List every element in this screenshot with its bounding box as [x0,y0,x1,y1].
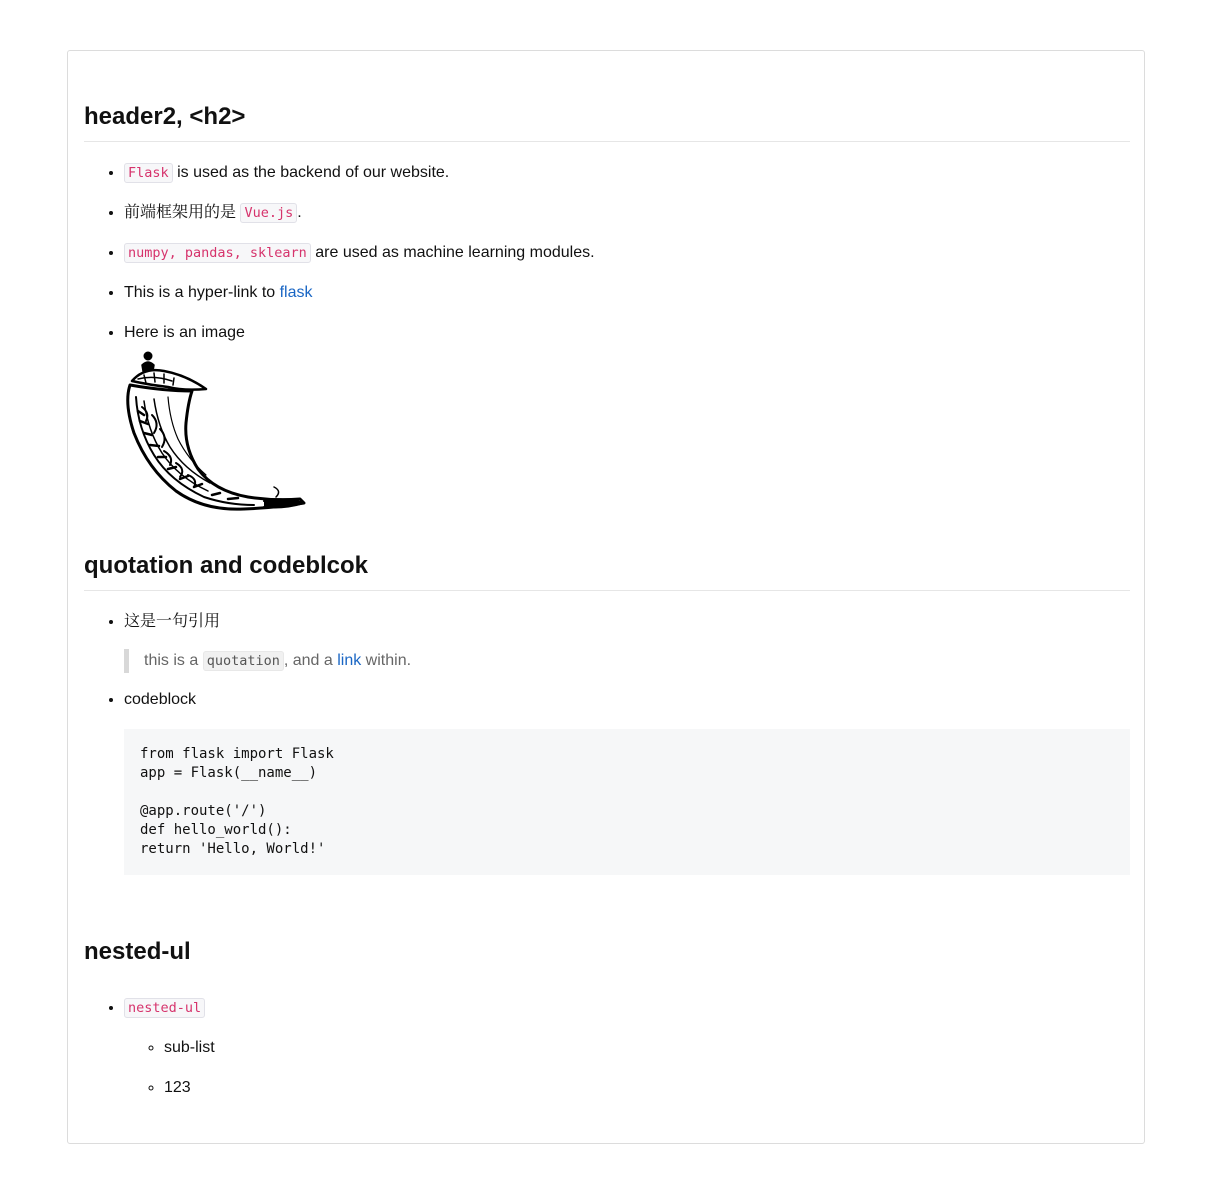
quote-list [84,612,1130,875]
list-item-flask [124,163,1130,183]
nested-list [84,998,1130,1098]
list-item-quote [124,612,1130,673]
list-item-text: 这是一句引用 [124,613,221,630]
inline-code-flask: Flask [124,163,173,183]
quote-text: , and a [283,652,338,669]
list-item-nested-ul [124,998,1130,1098]
feature-list [84,163,1130,516]
list-item-vue [124,203,1130,223]
flask-logo-image [124,351,309,516]
quote-link[interactable]: link [337,652,362,669]
list-item-text: This is a hyper-link to [124,284,280,301]
heading-nested-ul: nested-ul [84,938,191,965]
inline-code-ml-modules: numpy, pandas, sklearn [124,243,311,263]
flask-link[interactable]: flask [279,284,313,301]
list-item-codeblock [124,690,1130,875]
list-item-text: are used as machine learning modules. [310,244,595,261]
list-item-text: Here is an image [124,324,245,341]
sub-list-item: ◦ 123 [164,1078,1130,1098]
sub-list-item: ◦ sub-list [164,1038,1130,1058]
code-block: from flask import Flask app = Flask(__name__) @app.route('/') def hello_world(): return 'Hello, World!' [124,729,1130,875]
heading-header2: header2, <h2> [84,102,1130,142]
markdown-content [84,51,1130,1098]
inline-code-nested-ul: nested-ul [124,998,205,1018]
list-item-hyperlink [124,283,1130,303]
list-item-text: is used as the backend of our website. [172,164,450,181]
quote-text: this is a [144,652,203,669]
list-item-image [124,323,1130,516]
sub-list [124,1038,1130,1098]
heading-quotation: quotation and codeblcok [84,551,1130,591]
quote-text: within. [361,652,412,669]
list-item-text: codeblock [124,691,197,708]
blockquote [124,649,1130,673]
list-item-text: 前端框架用的是 [124,204,241,221]
markdown-card [67,50,1145,1144]
list-item-ml-modules [124,243,1130,263]
list-item-text: . [297,204,302,221]
inline-code-vue: Vue.js [240,203,297,223]
inline-code-quotation: quotation [203,651,284,671]
